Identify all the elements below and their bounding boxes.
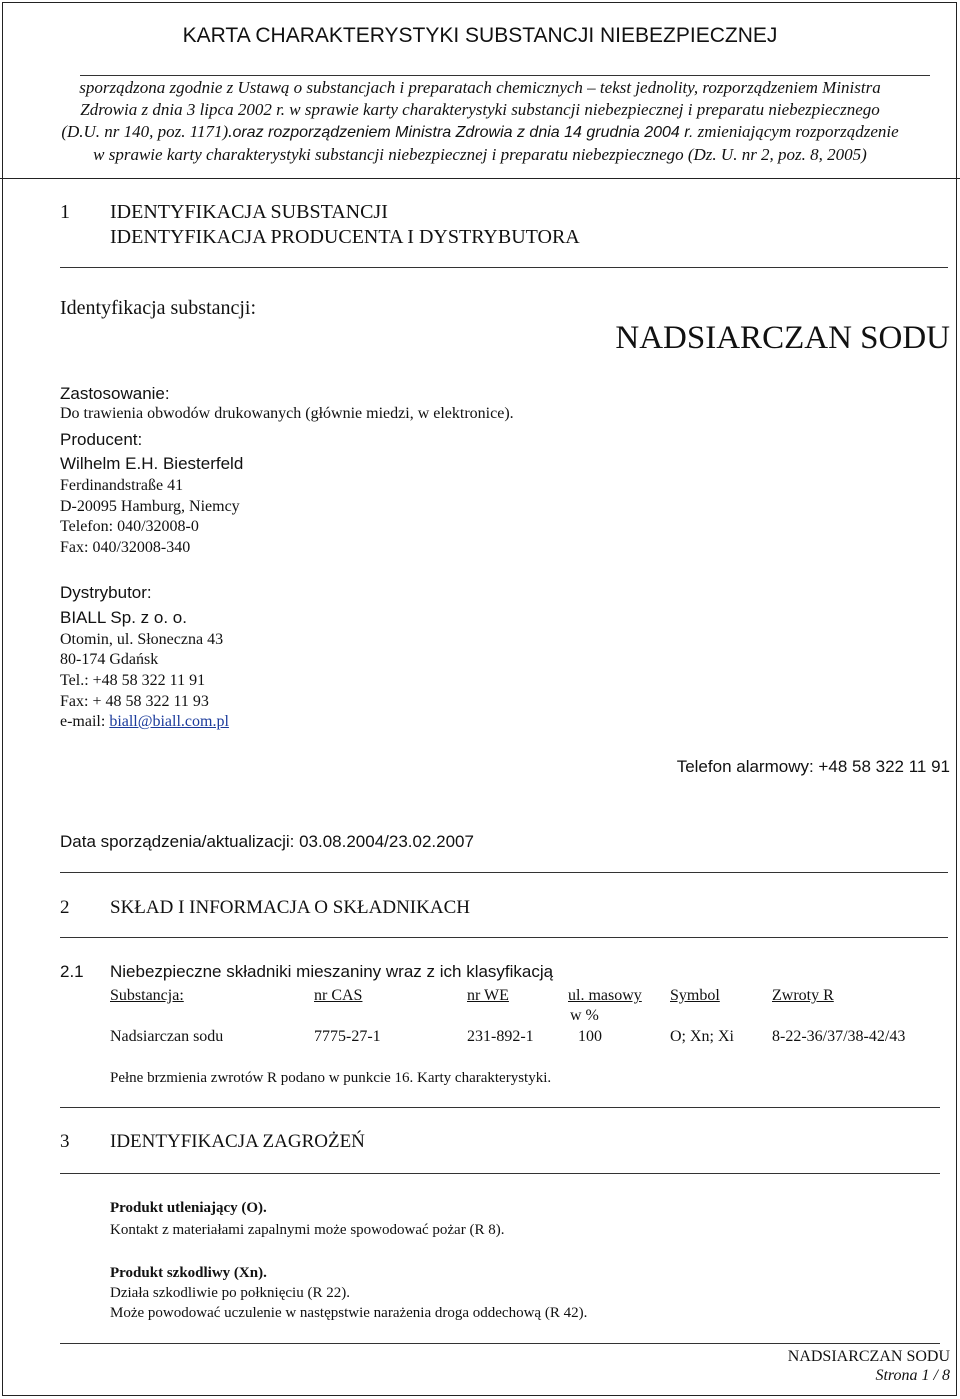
section-2-title: SKŁAD I INFORMACJA O SKŁADNIKACH bbox=[110, 897, 470, 918]
col-header-substance: Substancja: bbox=[110, 987, 184, 1004]
section-3-divider bbox=[60, 1173, 940, 1174]
distributor-tel: Tel.: +48 58 322 11 91 bbox=[60, 672, 206, 689]
producer-city: D-20095 Hamburg, Niemcy bbox=[60, 498, 240, 515]
intro-line-3 bbox=[40, 121, 920, 144]
footer-divider bbox=[60, 1343, 940, 1344]
intro-line-2: Zdrowia z dnia 3 lipca 2002 r. w sprawie karty charakterystyki substancji niebezpiecznej i preparatu niebezpiecznego bbox=[80, 100, 880, 119]
usage-label: Zastosowanie: bbox=[60, 384, 170, 403]
email-label: e-mail: bbox=[60, 713, 110, 730]
document-date: Data sporządzenia/aktualizacji: 03.08.2004/23.02.2007 bbox=[60, 832, 474, 851]
hazard-oxidizing-title: Produkt utleniający (O). bbox=[110, 1200, 267, 1216]
producer-street: Ferdinandstraße 41 bbox=[60, 477, 184, 494]
product-name: NADSIARCZAN SODU bbox=[615, 320, 950, 356]
distributor-email-line bbox=[60, 713, 229, 731]
header-divider bbox=[80, 75, 930, 76]
col-header-unit: w % bbox=[570, 1007, 599, 1024]
section-1-end-divider bbox=[60, 872, 948, 873]
hazard-oxidizing-text: Kontakt z materiałami zapalnymi może spowodować pożar (R 8). bbox=[110, 1222, 505, 1238]
r-phrases-note: Pełne brzmienia zwrotów R podano w punkcie 16. Karty charakterystyki. bbox=[110, 1070, 552, 1086]
section-1-divider bbox=[60, 267, 948, 268]
section-2-end-divider bbox=[60, 1107, 940, 1108]
hazard-harmful-text-1: Działa szkodliwie po połknięciu (R 22). bbox=[110, 1285, 350, 1301]
cell-cas: 7775-27-1 bbox=[314, 1028, 381, 1045]
header-box-bottom bbox=[0, 178, 960, 179]
section-1-title: IDENTYFIKACJA SUBSTANCJI bbox=[110, 201, 388, 223]
col-header-r-phrases: Zwroty R bbox=[772, 987, 834, 1004]
col-header-mass: ul. masowy bbox=[568, 987, 642, 1004]
section-2-divider bbox=[60, 937, 948, 938]
distributor-city: 80-174 Gdańsk bbox=[60, 651, 159, 668]
subsection-2-1-number: 2.1 bbox=[60, 962, 84, 981]
producer-fax: Fax: 040/32008-340 bbox=[60, 539, 191, 556]
producer-label: Producent: bbox=[60, 430, 143, 449]
cell-substance: Nadsiarczan sodu bbox=[110, 1028, 224, 1045]
cell-r-phrases: 8-22-36/37/38-42/43 bbox=[772, 1028, 906, 1045]
cell-mass: 100 bbox=[578, 1028, 602, 1045]
section-3-number: 3 bbox=[60, 1131, 70, 1152]
footer-product-name: NADSIARCZAN SODU bbox=[787, 1348, 950, 1365]
document-title: KARTA CHARAKTERYSTYKI SUBSTANCJI NIEBEZPIECZNEJ bbox=[182, 24, 778, 47]
producer-name: Wilhelm E.H. Biesterfeld bbox=[60, 454, 244, 473]
intro-line-1: sporządzona zgodnie z Ustawą o substancjach i preparatach chemicznych – tekst jednolity, rozporządzeniem Ministra bbox=[79, 78, 881, 97]
alarm-phone: Telefon alarmowy: +48 58 322 11 91 bbox=[676, 757, 950, 776]
footer-page-number: Strona 1 / 8 bbox=[875, 1367, 950, 1384]
intro-line-3c: zmieniającym rozporządzenie bbox=[693, 122, 899, 141]
intro-line-4: w sprawie karty charakterystyki substancji niebezpiecznej i preparatu niebezpiecznego (Dz. U. nr 2, poz. 8, 2005) bbox=[93, 145, 867, 164]
producer-phone: Telefon: 040/32008-0 bbox=[60, 518, 199, 535]
intro-line-3b: oraz rozporządzeniem Ministra Zdrowia z dnia 14 grudnia 2004 r. bbox=[232, 124, 694, 141]
cell-we: 231-892-1 bbox=[467, 1028, 534, 1045]
hazard-harmful-text-2: Może powodować uczulenie w następstwie narażenia droga oddechową (R 42). bbox=[110, 1305, 588, 1321]
distributor-fax: Fax: + 48 58 322 11 93 bbox=[60, 693, 209, 710]
distributor-street: Otomin, ul. Słoneczna 43 bbox=[60, 631, 224, 648]
hazard-harmful-title: Produkt szkodliwy (Xn). bbox=[110, 1265, 267, 1281]
section-1-number: 1 bbox=[60, 201, 70, 223]
section-1-subtitle: IDENTYFIKACJA PRODUCENTA I DYSTRYBUTORA bbox=[110, 226, 580, 248]
distributor-name: BIALL Sp. z o. o. bbox=[60, 608, 187, 627]
legal-basis-text bbox=[40, 77, 920, 166]
section-2-number: 2 bbox=[60, 897, 70, 918]
col-header-cas: nr CAS bbox=[314, 987, 363, 1004]
subsection-2-1-title: Niebezpieczne składniki mieszaniny wraz z ich klasyfikacją bbox=[110, 962, 554, 981]
col-header-symbol: Symbol bbox=[670, 987, 720, 1004]
section-3-title: IDENTYFIKACJA ZAGROŻEŃ bbox=[110, 1131, 365, 1152]
intro-line-3a: (D.U. nr 140, poz. 1171). bbox=[61, 122, 233, 141]
col-header-we: nr WE bbox=[467, 987, 509, 1004]
cell-symbol: O; Xn; Xi bbox=[670, 1028, 734, 1045]
email-link[interactable]: biall@biall.com.pl bbox=[109, 713, 229, 730]
usage-text: Do trawienia obwodów drukowanych (głównie miedzi, w elektronice). bbox=[60, 405, 514, 422]
distributor-label: Dystrybutor: bbox=[60, 583, 152, 602]
substance-id-label: Identyfikacja substancji: bbox=[60, 297, 257, 319]
